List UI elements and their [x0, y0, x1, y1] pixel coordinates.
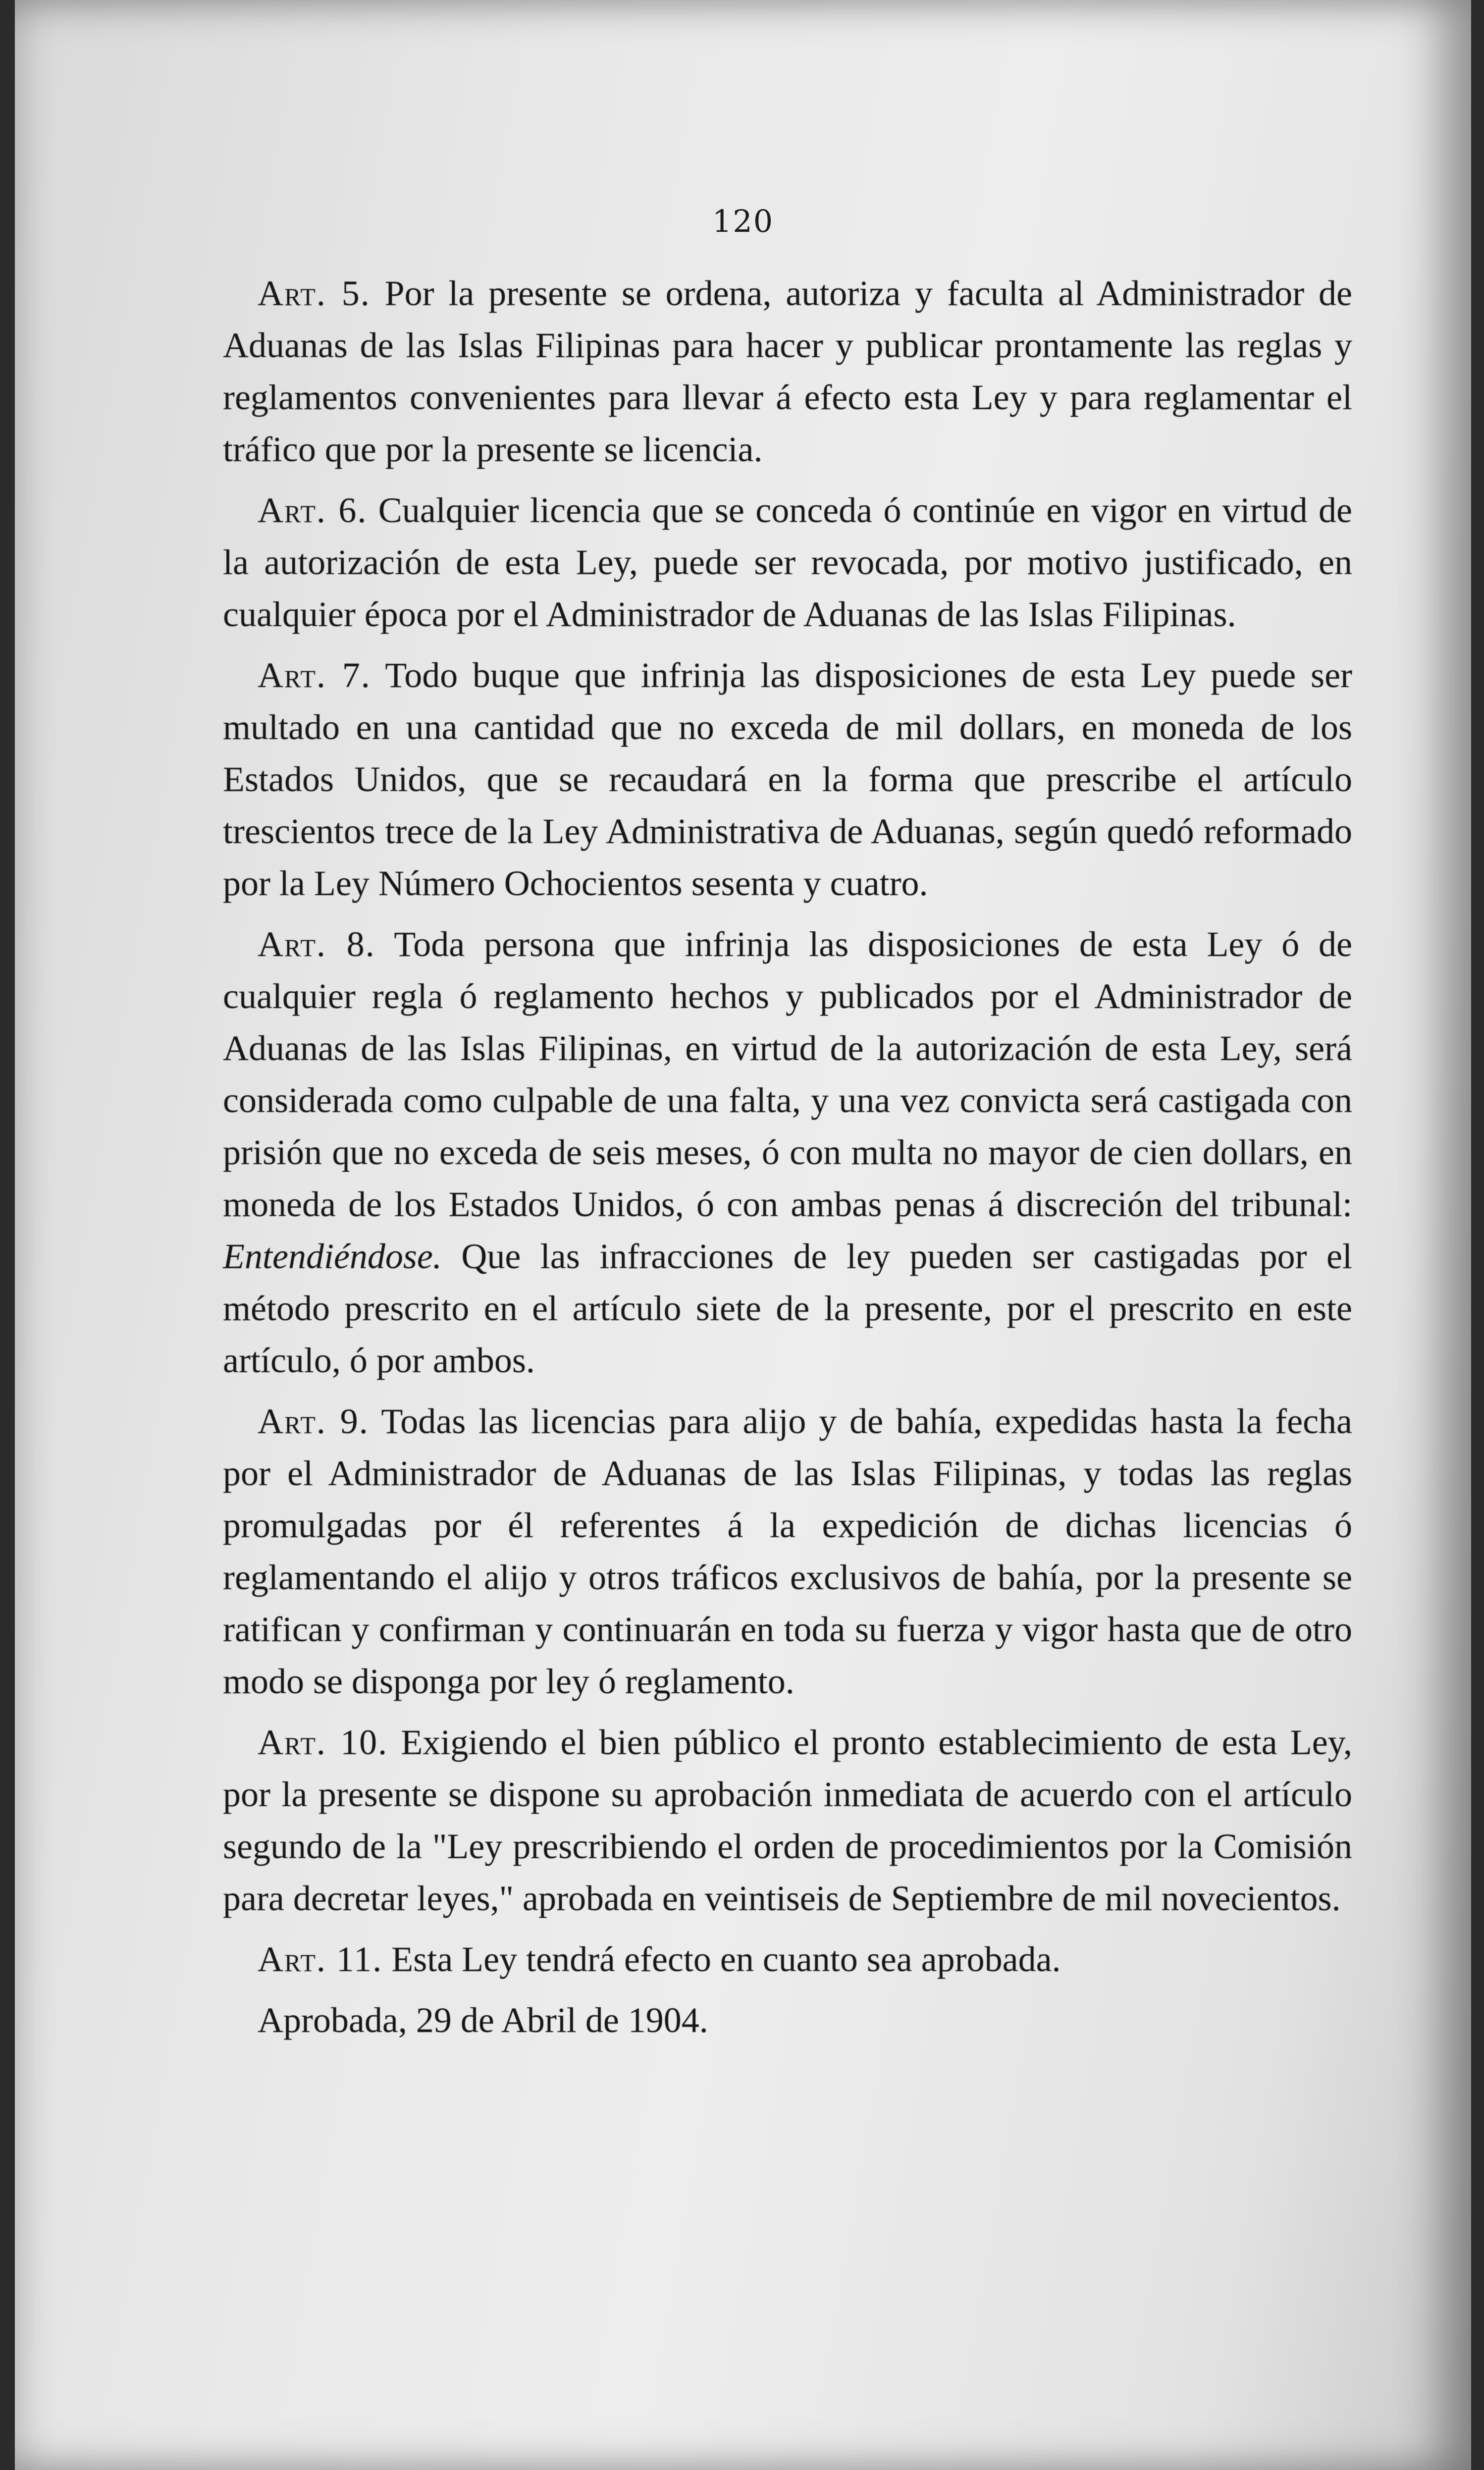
article-label: Art. 10.	[258, 1722, 388, 1762]
article-5	[223, 268, 1352, 476]
article-text: Exigiendo el bien público el pronto establecimiento de esta Ley, por la presente se dispone su aprobación inmediata de acuerdo con el artículo segundo de la "Ley prescribiendo el orden de procedimientos por la Comisión para decretar leyes," aprobada en veintiseis de Septiembre de mil novecientos.	[223, 1722, 1353, 1918]
article-10	[223, 1717, 1352, 1925]
article-11	[223, 1933, 1352, 1986]
article-text: Esta Ley tendrá efecto en cuanto sea aprobada.	[391, 1939, 1061, 1979]
article-text: Todas las licencias para alijo y de bahía, expedidas hasta la fecha por el Administrador de Aduanas de las Islas Filipinas, y todas las reglas promulgadas por él referentes á la expedición de dichas licencias ó reglamentando el alijo y otros tráficos exclusivos de bahía, por la presente se ratifican y confirman y continuarán en toda su fuerza y vigor hasta que de otro modo se disponga por ley ó reglamento.	[223, 1401, 1353, 1701]
document-body	[223, 268, 1352, 2082]
article-6	[223, 484, 1352, 641]
article-text: Cualquier licencia que se conceda ó continúe en vigor en virtud de la autorización de esta Ley, puede ser revocada, por motivo justificado, en cualquier época por el Administrador de Aduanas de las Islas Filipinas.	[223, 490, 1353, 634]
page-number: 120	[712, 203, 774, 239]
article-label: Art. 7.	[258, 655, 371, 695]
article-label: Art. 8.	[258, 924, 375, 964]
article-label: Art. 11.	[258, 1939, 383, 1979]
article-text: Todo buque que infrinja las disposiciones de esta Ley puede ser multado en una cantidad que no exceda de mil dollars, en moneda de los Estados Unidos, que se recaudará en la forma que prescribe el artículo trescientos trece de la Ley Administrativa de Aduanas, según quedó reformado por la Ley Número Ochocientos sesenta y cuatro.	[223, 655, 1352, 903]
article-italic-proviso: Entendiéndose.	[223, 1236, 442, 1276]
article-label: Art. 9.	[258, 1401, 369, 1441]
article-text: Por la presente se ordena, autoriza y faculta al Administrador de Aduanas de las Islas Filipinas para hacer y publicar prontamente las reglas y reglamentos convenientes para llevar á efecto esta Ley y para reglamentar el tráfico que por la presente se licencia.	[223, 273, 1352, 469]
article-9	[223, 1396, 1352, 1708]
article-8	[223, 918, 1352, 1387]
article-7	[223, 649, 1352, 910]
article-text: Toda persona que infrinja las disposiciones de esta Ley ó de cualquier regla ó reglamento hechos y publicados por el Administrador de Aduanas de las Islas Filipinas, en virtud de la autorización de esta Ley, será considerada como culpable de una falta, y una vez convicta será castigada con prisión que no exceda de seis meses, ó con multa no mayor de cien dollars, en moneda de los Estados Unidos, ó con ambas penas á discreción del tribunal:	[223, 924, 1352, 1224]
document-page	[15, 0, 1471, 2470]
approval-line: Aprobada, 29 de Abril de 1904.	[258, 2000, 708, 2040]
article-text-after: Que las infracciones de ley pueden ser castigadas por el método prescrito en el artículo siete de la presente, por el prescrito en este artículo, ó por ambos.	[223, 1236, 1353, 1380]
article-label: Art. 6.	[258, 490, 368, 530]
article-label: Art. 5.	[258, 273, 371, 313]
